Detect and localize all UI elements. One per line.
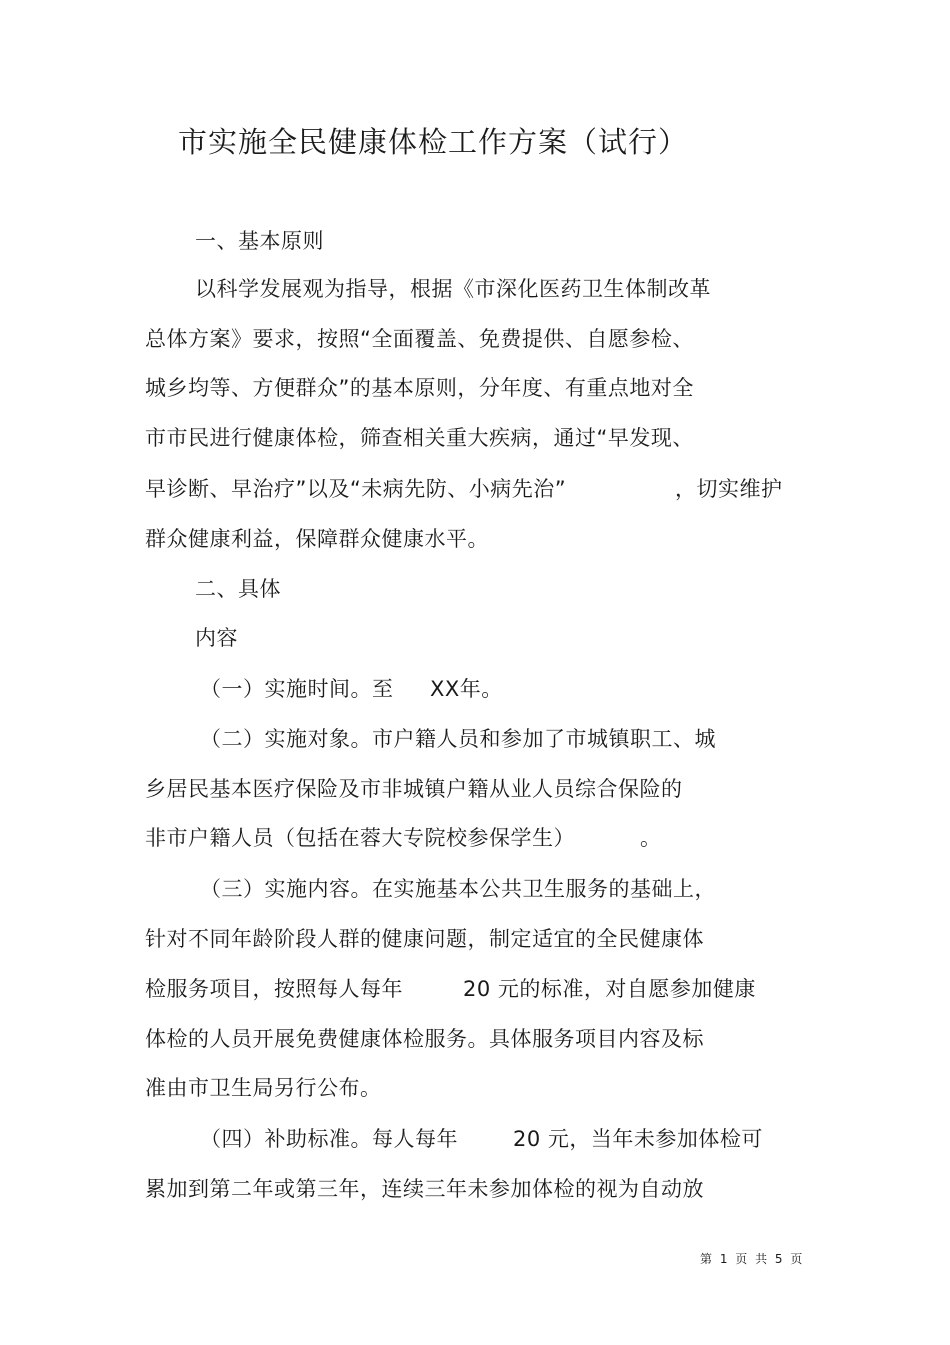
item-target: （二）实施对象。市户籍人员和参加了市城镇职工、城 — [200, 727, 716, 751]
item-subsidy: （四）补助标准。每人每年 — [200, 1127, 458, 1151]
paragraph-line-fragment: 。 — [640, 826, 662, 850]
paragraph-line: 乡居民基本医疗保险及市非城镇户籍从业人员综合保险的 — [145, 777, 683, 801]
item-time-year: XX年。 — [430, 677, 503, 701]
paragraph-line: 准由市卫生局另行公布。 — [145, 1076, 382, 1100]
paragraph-line: 体检的人员开展免费健康体检服务。具体服务项目内容及标 — [145, 1027, 704, 1051]
item-time: （一）实施时间。至 — [200, 677, 394, 701]
paragraph-line: 检服务项目，按照每人每年 — [145, 977, 403, 1001]
paragraph-line: 城乡均等、方便群众”的基本原则，分年度、有重点地对全 — [145, 376, 694, 400]
paragraph-line: 非市户籍人员（包括在蓉大专院校参保学生） — [145, 826, 575, 850]
page-number: 第 1 页 共 5 页 — [700, 1252, 805, 1266]
section-heading-principles: 一、基本原则 — [195, 229, 324, 253]
paragraph-line: 总体方案》要求，按照“全面覆盖、免费提供、自愿参检、 — [145, 327, 694, 351]
paragraph-line-fragment: 20 元，当年未参加体检可 — [513, 1127, 763, 1151]
paragraph-line-fragment: 20 元的标准，对自愿参加健康 — [463, 977, 756, 1001]
paragraph-line: 以科学发展观为指导，根据《市深化医药卫生体制改革 — [195, 277, 711, 301]
paragraph-line: 群众健康利益，保障群众健康水平。 — [145, 527, 489, 551]
paragraph-line: 早诊断、早治疗”以及“未病先防、小病先治” — [145, 477, 567, 501]
paragraph-line: 针对不同年龄阶段人群的健康问题，制定适宜的全民健康体 — [145, 927, 704, 951]
document-title: 市实施全民健康体检工作方案（试行） — [178, 125, 689, 159]
section-heading-content: 二、具体 — [195, 577, 281, 601]
section-heading-content-cont: 内容 — [195, 626, 238, 650]
paragraph-line-fragment: ，切实维护 — [675, 477, 783, 501]
paragraph-line: 市市民进行健康体检，筛查相关重大疾病，通过“早发现、 — [145, 426, 694, 450]
paragraph-line: 累加到第二年或第三年，连续三年未参加体检的视为自动放 — [145, 1177, 704, 1201]
item-content: （三）实施内容。在实施基本公共卫生服务的基础上， — [200, 877, 716, 901]
